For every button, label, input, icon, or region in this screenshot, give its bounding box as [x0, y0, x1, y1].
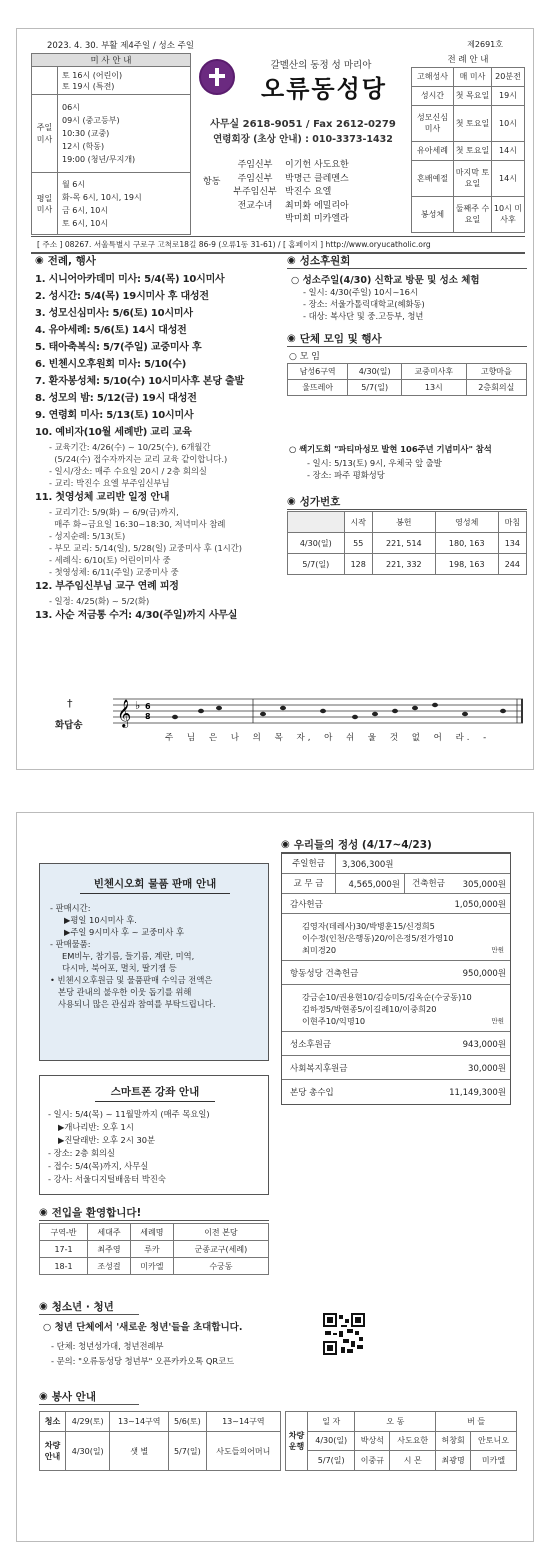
svg-text:6: 6: [145, 702, 151, 711]
liturgy-item-detail: - 교리기간: 5/9(화) ~ 6/9(금)까지,: [49, 507, 179, 517]
vocation-head: ○ 성소주일(4/30) 신학교 방문 및 성소 체험: [291, 275, 480, 286]
service-table: 청소 4/29(토) 13~14구역 5/6(토) 13~14구역 차량 안내 4/30(일) 샛 별 5/7(일) 사도들의어머니: [39, 1411, 281, 1471]
liturgy-list: [35, 271, 285, 624]
vocation-section-title: ◉ 성소후원회: [287, 253, 527, 269]
liturgy-item-detail: - 부모 교리: 5/14(일), 5/28(일) 교중미사 후 (1시간): [49, 543, 243, 553]
smartphone-notice-box: [39, 1075, 269, 1195]
liturgy-item: 6. 빈첸시오후원회 미사: 5/10(수): [35, 359, 187, 370]
vincent-title: 빈첸시오회 물품 판매 안내: [80, 876, 230, 894]
svg-text:♭: ♭: [135, 699, 141, 712]
sat-mass-2: 토 19시 (특전): [62, 81, 115, 91]
liturgy-item: 1. 시니어아카데미 미사: 5/4(목) 10시미사: [35, 274, 225, 285]
smartphone-title: 스마트폰 강좌 안내: [95, 1084, 215, 1102]
vincent-notice-box: [39, 863, 269, 1061]
car-service-table: 차량 운행 일 자 오 동 버 들 4/30(일) 박상석 사도요한 허창회 안토니오 5/7(일) 이중규 시 몬 최광명 미카엘: [285, 1411, 517, 1471]
psalm-cross: †: [67, 697, 73, 710]
section-bullet-icon: ◉: [39, 1391, 48, 1402]
ceremony-table: 고해성사 매 미사 20분전 성시간 첫 목요일 19시 성모신심 미사 첫 토요일 10시 유아세례 첫 토요일 14시 혼배예절 마지막 토요일 14시 봉성체 둘째주 수요일 10시 미사후: [411, 67, 525, 233]
groups-section-title: ◉ 단체 모임 및 행사: [287, 331, 527, 347]
thanks-names: 김영자(데레사)30/박병훈15/신경희5 이수정(인천/은행동)20/이은정5/전가영10 최미경20 만원: [282, 914, 510, 961]
youth-lines: - 단체: 청년성가대, 청년전례부 - 문의: "오류동성당 청년부" 오픈카카오톡 QR코드: [51, 1341, 235, 1366]
offering-table: 주일헌금 3,306,300원 교 무 금 4,565,000원 건축헌금 305,000원 감사헌금 1,050,000원 김영자(데레사)30/박병훈15/신경희5 이수정(인천/은행동)20/이은정5/전가영10 최미경20 만원 항동성당 건축헌금 950,000원 강금순10/권용현10/김승미5/김옥순(수궁동)10 김하정5/박현종5/이길례10/이중희20 이현주10/익명10 만원 성소후원금 943,000원 사회복지후원금 30,000원 본당 총수입 11,149,300원: [281, 853, 511, 1105]
issue-number: 제2691호: [467, 40, 503, 49]
staff-prefix: 항동: [203, 177, 221, 187]
sat-mass-1: 토 16시 (어린이): [62, 70, 123, 80]
week-mass-label: 평일 미사: [32, 173, 58, 235]
groups-sub: ○ 모 임: [289, 352, 320, 362]
liturgy-section-title: ◉ 전례, 행사: [35, 255, 96, 267]
vincent-lines: - 판매시간: ▶평일 10시미사 후. ▶주일 9시미사 후 ~ 교중미사 후 - 판매물품: EM비누, 참기름, 들기름, 계란, 미역, 다시마, 북어포, 멸치, 딸기잼 등 • 빈첸시오후원금 및 물품판매 수익금 전액은 본당 관내의 불우한 이웃 돕기를 위해 사용되니 많은 관심과 참여를 부탁드립니다.: [50, 903, 216, 1009]
youth-section-title: ◉ 청소년 · 청년: [39, 1299, 139, 1315]
liturgy-item: 9. 연령회 미사: 5/13(토) 10시미사: [35, 410, 194, 421]
liturgy-item: 13. 사순 저금통 수거: 4/30(주일)까지 사무실: [35, 610, 238, 621]
parish-slogan: 갈멜산의 동정 성 마리아: [270, 60, 372, 71]
parish-name: 오류동성당: [261, 75, 387, 103]
council-phone: 연령회장 (초상 안내) : 010-3373-1432: [213, 134, 393, 145]
parish-logo: [199, 59, 235, 95]
vocation-lines: - 일시: 4/30(주일) 10시~16시 - 장소: 서울가톨릭대학교(혜화동) - 대상: 복사단 및 중.고등부, 청년: [303, 287, 425, 321]
liturgy-item: 2. 성시간: 5/4(목) 19시미사 후 대성전: [35, 291, 209, 302]
youth-head: ○ 청년 단체에서 '새로운 청년'들을 초대합니다.: [43, 1322, 243, 1333]
offering-section-title: ◉ 우리들의 정성 (4/17~4/23): [281, 837, 511, 853]
office-phone: 사무실 2618-9051 / Fax 2612-0279: [210, 119, 396, 130]
welcome-section-title: ◉ 전입을 환영합니다!: [39, 1205, 269, 1221]
liturgy-item-detail: - 교리: 박진수 요엘 부주임신부님: [49, 478, 170, 488]
bulletin-page-2: [16, 812, 534, 1542]
liturgy-item-detail: - 세례식: 6/10(토) 어린이미사 중: [49, 555, 171, 565]
liturgy-item-detail: - 일정: 4/25(화) ~ 5/2(화): [49, 596, 150, 606]
sun-mass-label: 주일 미사: [32, 95, 58, 173]
svg-text:8: 8: [145, 712, 151, 721]
section-bullet-icon: ◉: [39, 1301, 48, 1312]
section-bullet-icon: ◉: [35, 255, 44, 266]
groups-table: 남성6구역 4/30(일) 교중미사후 고향마을 울뜨레아 5/7(일) 13시 2층회의실: [287, 363, 527, 396]
liturgy-item: 7. 환자봉성체: 5/10(수) 10시미사후 본당 출발: [35, 376, 244, 387]
section-bullet-icon: ◉: [287, 333, 296, 344]
liturgy-item-detail: - 교육기간: 4/26(수) ~ 10/25(수), 6개월간: [49, 442, 211, 452]
liturgy-item: 5. 태아축복식: 5/7(주일) 교중미사 후: [35, 342, 202, 353]
liturgy-item-detail: - 일시/장소: 매주 수요일 20시 / 2층 회의실: [49, 466, 207, 476]
psalm-staff: [113, 695, 525, 729]
groups-note-lines: - 일시: 5/13(토) 9시, 우체국 앞 출발 - 장소: 파주 평화성당: [307, 458, 442, 480]
address-bar: [ 주소 ] 08267. 서울특별시 구로구 고척로18길 86-9 (오류1동 31-61) / [ 홈페이지 ] http://www.oryucatholic.org: [31, 236, 525, 254]
section-bullet-icon: ◉: [287, 496, 296, 507]
hymns-table: 시작 봉헌 영성체 마침 4/30(일) 55 221, 514 180, 163 134 5/7(일) 128 221, 332 198, 163 244: [287, 511, 527, 575]
section-bullet-icon: ◉: [281, 839, 290, 850]
issue-date: 2023. 4. 30. 부활 제4주일 / 성소 주일: [47, 41, 195, 51]
mass-schedule-table: [31, 53, 191, 235]
sun-mass-list: 06시 09시 (중고등부) 10:30 (교중) 12시 (학동) 19:00 (청년/무지개): [58, 95, 191, 173]
mass-title: 미 사 안 내: [32, 54, 191, 67]
psalm-lyrics: 주 님 은 나 의 목 자, 아 쉬 울 것 없 어 라. -: [165, 733, 490, 743]
svg-text:𝄞: 𝄞: [117, 699, 132, 727]
liturgy-item: 11. 첫영성체 교리반 일정 안내: [35, 492, 170, 503]
week-mass-list: 월 6시 화-목 6시, 10시, 19시 금 6시, 10시 토 6시, 10시: [58, 173, 191, 235]
hymns-section-title: ◉ 성가번호: [287, 494, 527, 510]
service-section-title: ◉ 봉사 안내: [39, 1389, 139, 1405]
liturgy-item: 12. 부주임신부님 교구 연례 피정: [35, 581, 179, 592]
groups-note: ○ 쌕기도회 "파티마성모 발현 106주년 기념미사" 참석: [289, 444, 492, 454]
smartphone-lines: - 일시: 5/4(목) ~ 11월말까지 (매주 목요일) ▶개나리반: 오후 1시 ▶진달래반: 오후 2시 30분 - 장소: 2층 회의실 - 접수: 5/4(목)까지, 사무실 - 강사: 서울디지털배움터 박진숙: [48, 1109, 210, 1184]
staff-list: 주임신부 이기헌 사도요한 주임신부 박명근 클레멘스 부주임신부 박진수 요엘 전교수녀 최미화 에밀리아 박미희 미카엘라: [233, 160, 349, 224]
youth-qr-code: [323, 1313, 365, 1355]
psalm-label: 화답송: [55, 720, 83, 731]
section-bullet-icon: ◉: [39, 1207, 48, 1218]
build-names: 강금순10/권용현10/김승미5/김옥순(수궁동)10 김하정5/박현종5/이길례10/이중희20 이현주10/익명10 만원: [282, 985, 510, 1032]
liturgy-item-detail: - 성지순례: 5/13(토): [49, 531, 126, 541]
liturgy-item-detail: (5/24(수) 접수자까지는 교리 교육 같이합니다.): [49, 454, 228, 464]
bulletin-page-1: [16, 28, 534, 770]
liturgy-item: 8. 성모의 밤: 5/12(금) 19시 대성전: [35, 393, 197, 404]
liturgy-item-detail: - 첫영성체: 6/11(주일) 교중미사 중: [49, 567, 179, 577]
liturgy-item: 3. 성모신심미사: 5/6(토) 10시미사: [35, 308, 193, 319]
liturgy-item-detail: 매주 화~금요일 16:30~18:30, 저녁미사 참례: [49, 519, 226, 529]
liturgy-item: 4. 유아세례: 5/6(토) 14시 대성전: [35, 325, 187, 336]
liturgy-item: 10. 예비자(10월 세례반) 교리 교육: [35, 427, 192, 438]
welcome-table: 구역-반 세대주 세례명 이전 본당 17-1 최주영 루카 군종교구(세례) 18-1 조성걸 미카엘 수궁동: [39, 1223, 269, 1275]
section-bullet-icon: ◉: [287, 255, 296, 266]
ceremony-title: 전 례 안 내: [447, 55, 489, 65]
